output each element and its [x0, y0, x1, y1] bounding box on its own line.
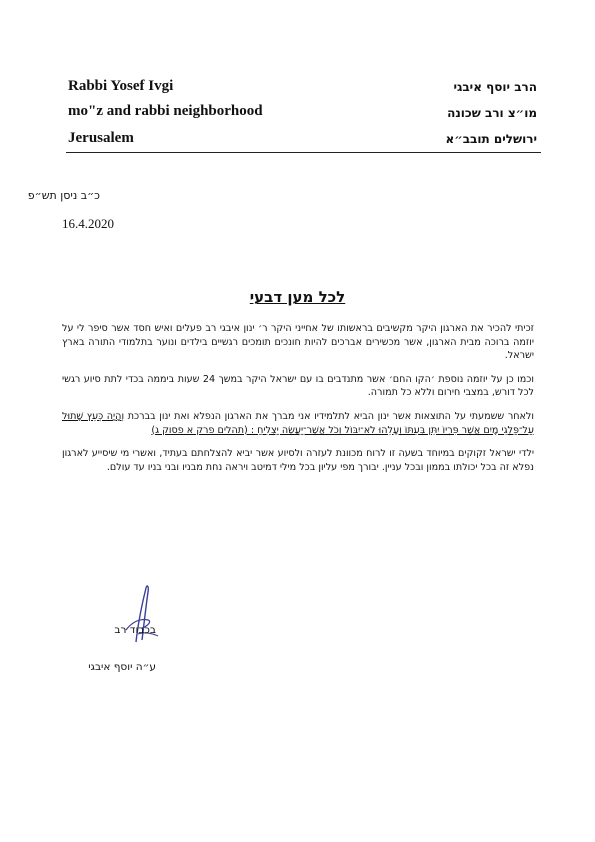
- psalm-verse: וְהָיָה כְּעֵץ שָׁתוּל עַל־פַּלְגֵי מָיִם אֲשֶׁר פִּרְיוֹ יִתֵּן בְּעִתּוֹ וְעָלֵהוּ לֹא־יִבּוֹל וְכֹל אֲשֶׁר־יַעֲשֶׂה יַצְלִיחַ : (תהלים פרק א פסוק ג): [62, 410, 534, 436]
- letter-title: [0, 288, 595, 306]
- hebrew-date: כ״ב ניסן תש״פ: [27, 189, 100, 202]
- letterhead-divider: [66, 152, 541, 153]
- paragraph-3: [62, 410, 534, 437]
- closing-salutation: בכבוד רב: [114, 624, 156, 636]
- paragraph-3-intro: ולאחר ששמעתי על התוצאות אשר ינון הביא לתלמידיו אני מברך את הארגון הנפלא ואת ינון בברכת: [127, 410, 535, 422]
- signer-name: ע״ה יוסף איבגי: [88, 661, 156, 673]
- paragraph-1: זכיתי להכיר את הארגון היקר מקשיבים בראשותו של אחייני היקר ר׳ ינון איבגי רב פעלים ואיש חסד אשר סיפר לי על יוזמה ברוכה מבית הארגון, אשר מכשירים אברכים להיות חונכים תומכים רגשיים בילדים ונוער בתלמודי התורה בארץ ישראל.: [62, 323, 534, 362]
- letterhead-english-city: Jerusalem: [68, 130, 134, 146]
- letterhead-hebrew-city: ירושלים תובב״א: [445, 132, 537, 146]
- letterhead-hebrew-role: מו״צ ורב שכונה: [447, 106, 537, 120]
- letterhead-hebrew-name: הרב יוסף איבגי: [453, 80, 537, 94]
- paragraph-4: ילדי ישראל זקוקים במיוחד בשעה זו לרוח מכוונת לעזרה ולסיוע אשר יביא להצלחתם בעתיד, ואשרי מי שיסייע לארגון נפלא זה בכל יכולתו בממון ובכל עניין. יבורך מפי עליון בכל מילי דמיטב ויראה נחת מבניו ובני בניו עד עולם.: [62, 448, 534, 473]
- paragraph-2: וכמו כן על יוזמה נוספת ׳הקו החם׳ אשר מתנדבים בו עם ישראל היקר במשך 24 שעות ביממה בכדי לתת סיוע רגשי לכל דורש, במצבי חירום וללא כל תמורה.: [62, 373, 534, 399]
- letter-body: [62, 322, 534, 484]
- gregorian-date: 16.4.2020: [62, 216, 114, 231]
- letterhead-english-role: mo"z and rabbi neighborhood: [68, 103, 263, 119]
- letterhead-english-name: Rabbi Yosef Ivgi: [68, 78, 174, 94]
- letter-title-text: לכל מען דבעי: [249, 288, 346, 306]
